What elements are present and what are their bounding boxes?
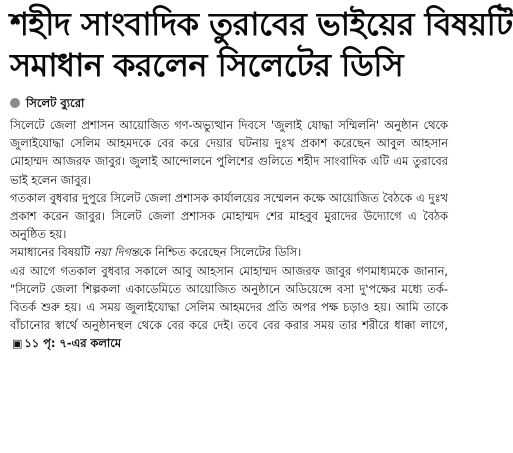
continuation-marker [12, 336, 121, 350]
bullet-icon [10, 98, 20, 108]
paragraph-2: গতকাল বুধবার দুপুরে সিলেট জেলা প্রশাসক কার্যালয়ের সম্মেলন কক্ষে আয়োজিত বৈঠকে এ দুঃখ প্রকাশ করেন জাবুর। সিলেট জেলা প্রশাসক মোহাম্মদ শের মাহবুব মুরাদের উদ্যোগে এ বৈঠক অনুষ্ঠিত হয়। [10, 190, 448, 242]
paragraph-3-text: সমাধানের বিষয়টি [10, 245, 94, 260]
byline [10, 96, 448, 110]
paragraph-1: সিলেটে জেলা প্রশাসন আয়োজিত গণ-অভ্যুত্থান দিবসে 'জুলাই যোদ্ধা সম্মিলনি' অনুষ্ঠান থেকে জুলাইযোদ্ধা সেলিম আহমদকে বের করে দেয়ার ঘটনায় দুঃখ প্রকাশ করেছেন আবুল আহসান মোহাম্মদ আজরফ জাবুর। জুলাই আন্দোলনে পুলিশের গুলিতে শহীদ সাংবাদিক এটি এম তুরাবের ভাই হলেন জাবুর। [10, 118, 448, 187]
newspaper-name: নয়া দিগন্ত [93, 245, 139, 260]
paragraph-3 [10, 243, 448, 261]
continuation-text: ১১ পৃ: ৭-এর কলামে [24, 336, 122, 351]
byline-text: সিলেট ব্যুরো [26, 96, 85, 110]
article-body [10, 116, 448, 354]
paragraph-4 [10, 262, 448, 354]
continuation-icon: ▣ [12, 337, 23, 351]
paragraph-4-text: এর আগে গতকাল বুধবার সকালে আবু আহসান মোহাম্মদ আজরফ জাবুর গণমাধ্যমকে জানান, "সিলেট জেলা শিল্পকলা একাডেমিতে আয়োজিত অনুষ্ঠানে অডিয়েন্সে বসা দু'পক্ষের মধ্যে তর্ক-বিতর্ক শুরু হয়। এ সময় জুলাইযোদ্ধা সেলিম আহমদের প্রতি অপর পক্ষ চড়াও হয়। আমি তাকে বাঁচানোর স্বার্থে অনুষ্ঠানস্থল থেকে বের করে দেই। তবে বের করার সময় তার শরীরে ধাক্কা লাগে, [10, 263, 448, 333]
paragraph-3-text-end: কে নিশ্চিত করেছেন সিলেটের ডিসি। [138, 245, 302, 260]
headline-line-2: সমাধান করলেন সিলেটের ডিসি [10, 46, 404, 84]
headline-line-1: শহীদ সাংবাদিক তুরাবের ভাইয়ের বিষয়টি [10, 5, 513, 43]
